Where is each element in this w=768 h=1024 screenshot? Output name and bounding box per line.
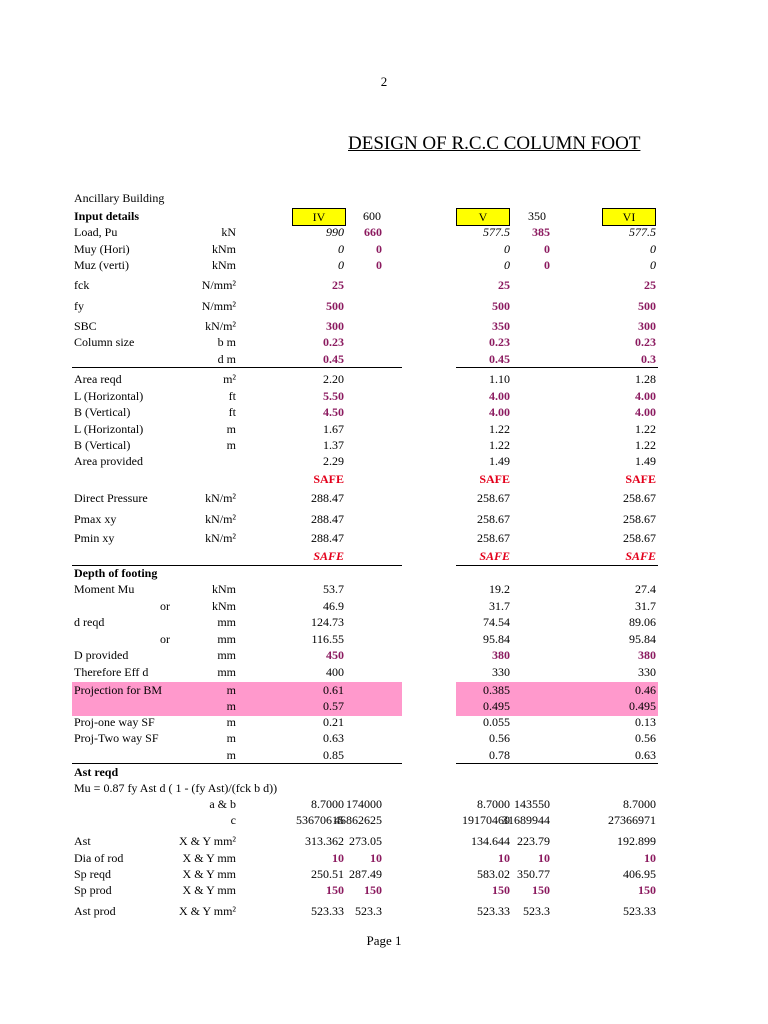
cell-v3: 8.7000 xyxy=(477,797,510,811)
cell-unit: mm xyxy=(217,632,236,646)
column-header-v: V xyxy=(456,208,510,226)
row-safe1 xyxy=(0,470,768,488)
cell-v1: 523.33 xyxy=(311,904,344,918)
cell-v3: 0.055 xyxy=(483,715,510,729)
row-muz xyxy=(0,256,768,274)
cell-unit: mm xyxy=(217,615,236,629)
cell-v3: 350 xyxy=(492,319,510,333)
cell-v1: 288.47 xyxy=(311,531,344,545)
cell-unit: mm xyxy=(217,665,236,679)
cell-v3: 258.67 xyxy=(477,531,510,545)
cell-v1: 0.61 xyxy=(323,683,344,697)
row-spprod xyxy=(0,881,768,899)
cell-label: Ast reqd xyxy=(74,765,119,779)
row-dp xyxy=(0,489,768,507)
cell-unit: kN/m² xyxy=(205,512,236,526)
cell-label: Load, Pu xyxy=(74,225,118,239)
cell-label: Pmin xy xyxy=(74,531,115,545)
document-title: DESIGN OF R.C.C COLUMN FOOT xyxy=(348,133,641,154)
cell-v3: 0.23 xyxy=(489,335,510,349)
cell-label: SBC xyxy=(74,319,97,333)
cell-v5: 330 xyxy=(638,665,656,679)
cell-unit: X & Y mm² xyxy=(178,834,236,848)
separator-line xyxy=(72,565,402,566)
row-effd xyxy=(0,663,768,681)
cell-label: L (Horizontal) xyxy=(74,422,144,436)
cell-v5: 1.28 xyxy=(635,372,656,386)
row-safe2 xyxy=(0,547,768,565)
cell-unit: kNm xyxy=(212,582,236,596)
cell-v1: 0 xyxy=(338,258,344,272)
cell-v5: 31.7 xyxy=(635,599,656,613)
cell-v5: 1.22 xyxy=(635,422,656,436)
cell-unit: m xyxy=(226,683,236,697)
cell-v3: 577.5 xyxy=(483,225,510,239)
cell-label: B (Vertical) xyxy=(74,405,131,419)
cell-v5: 0.63 xyxy=(635,748,656,762)
cell-v1: 0.57 xyxy=(323,699,344,713)
cell-v1: SAFE xyxy=(313,549,344,563)
cell-v5: 0 xyxy=(650,258,656,272)
cell-v4: 143550 xyxy=(514,797,550,811)
row-projm xyxy=(0,746,768,764)
cell-v3: 1.49 xyxy=(489,454,510,468)
cell-v1: 2.29 xyxy=(323,454,344,468)
cell-v5: 10 xyxy=(644,851,656,865)
cell-v2: 287.49 xyxy=(349,867,382,881)
cell-v1: 124.73 xyxy=(311,615,344,629)
cell-v1: 400 xyxy=(326,665,344,679)
cell-unit: N/mm² xyxy=(201,299,236,313)
cell-v5: 4.00 xyxy=(635,405,656,419)
cell-label: Projection for BM xyxy=(74,683,162,697)
cell-unit: b m xyxy=(217,335,236,349)
cell-v2: 0 xyxy=(376,242,382,256)
cell-label: Depth of footing xyxy=(74,566,158,580)
row-pmin xyxy=(0,529,768,547)
cell-v1: 0 xyxy=(338,242,344,256)
cell-v3: 4.00 xyxy=(489,389,510,403)
cell-unit: kN/m² xyxy=(205,531,236,545)
cell-v5: 0 xyxy=(650,242,656,256)
separator-line xyxy=(456,565,658,566)
row-astprod xyxy=(0,902,768,920)
cell-v3: 25 xyxy=(498,278,510,292)
cell-v1: 150 xyxy=(326,883,344,897)
cell-unit: X & Y mm xyxy=(182,883,236,897)
cell-v5: 380 xyxy=(638,648,656,662)
cell-or: or xyxy=(160,632,170,646)
cell-v1: 0.45 xyxy=(323,352,344,366)
cell-v5: 500 xyxy=(638,299,656,313)
cell-v1: 4.50 xyxy=(323,405,344,419)
row-area xyxy=(0,370,768,388)
cell-v5: 27.4 xyxy=(635,582,656,596)
cell-v1: 1.67 xyxy=(323,422,344,436)
cell-v1: 1.37 xyxy=(323,438,344,452)
cell-v1: 46.9 xyxy=(323,599,344,613)
column-header-iv-value: 600 xyxy=(363,209,381,223)
cell-label: Direct Pressure xyxy=(74,491,148,505)
cell-label: Therefore Eff d xyxy=(74,665,149,679)
cell-unit: m² xyxy=(223,372,236,386)
cell-label: fy xyxy=(74,299,84,313)
cell-unit: X & Y mm xyxy=(182,867,236,881)
cell-v3: 134.644 xyxy=(471,834,510,848)
cell-label: fck xyxy=(74,278,90,292)
cell-v3: 150 xyxy=(492,883,510,897)
cell-v1: 116.55 xyxy=(311,632,344,646)
row-astv xyxy=(0,832,768,850)
cell-unit: d m xyxy=(217,352,236,366)
cell-v3: 523.33 xyxy=(477,904,510,918)
cell-v5: 577.5 xyxy=(629,225,656,239)
cell-v5: 0.46 xyxy=(635,683,656,697)
cell-v1: 25 xyxy=(332,278,344,292)
cell-v4: 385 xyxy=(532,225,550,239)
cell-v4: 223.79 xyxy=(517,834,550,848)
cell-v5: 0.13 xyxy=(635,715,656,729)
row-mu xyxy=(0,580,768,598)
cell-v1: SAFE xyxy=(313,472,344,486)
cell-v5: 0.56 xyxy=(635,731,656,745)
cell-unit: X & Y mm² xyxy=(178,904,236,918)
cell-v5: SAFE xyxy=(625,549,656,563)
cell-v3: 0.385 xyxy=(483,683,510,697)
cell-v5: 4.00 xyxy=(635,389,656,403)
cell-v4: 0 xyxy=(544,258,550,272)
cell-v2: 660 xyxy=(364,225,382,239)
cell-unit: ft xyxy=(228,389,236,403)
cell-unit: kN xyxy=(221,225,236,239)
cell-v3: 0.45 xyxy=(489,352,510,366)
cell-label: Muz (verti) xyxy=(74,258,129,272)
cell-v4: 0 xyxy=(544,242,550,256)
row-cold xyxy=(0,350,768,368)
cell-v1: 990 xyxy=(326,225,344,239)
cell-v3: 0 xyxy=(504,258,510,272)
cell-v1: 5.50 xyxy=(323,389,344,403)
input-details-label: Input details xyxy=(74,209,140,223)
cell-v1: 300 xyxy=(326,319,344,333)
cell-label: Moment Mu xyxy=(74,582,135,596)
cell-v5: 27366971 xyxy=(608,813,656,827)
cell-label: Ast xyxy=(74,834,91,848)
cell-v5: 1.22 xyxy=(635,438,656,452)
cell-v3: 74.54 xyxy=(483,615,510,629)
cell-v5: 0.495 xyxy=(629,699,656,713)
cell-v3: 0.78 xyxy=(489,748,510,762)
cell-v5: 8.7000 xyxy=(623,797,656,811)
cell-v3: 19170460 xyxy=(462,813,510,827)
cell-unit: m xyxy=(226,715,236,729)
cell-label: d reqd xyxy=(74,615,105,629)
cell-v1: 53670615 xyxy=(296,813,344,827)
cell-v1: 288.47 xyxy=(311,512,344,526)
cell-unit: ft xyxy=(228,405,236,419)
row-areap xyxy=(0,452,768,470)
cell-v3: 31.7 xyxy=(489,599,510,613)
cell-v3: 258.67 xyxy=(477,512,510,526)
cell-v5: 25 xyxy=(644,278,656,292)
cell-v5: 258.67 xyxy=(623,531,656,545)
row-bft xyxy=(0,403,768,421)
cell-v5: 258.67 xyxy=(623,512,656,526)
cell-label: Column size xyxy=(74,335,135,349)
cell-v1: 8.7000 xyxy=(311,797,344,811)
cell-label: Area provided xyxy=(74,454,143,468)
cell-v4: 523.3 xyxy=(523,904,550,918)
cell-v5: 150 xyxy=(638,883,656,897)
cell-v3: 500 xyxy=(492,299,510,313)
cell-v3: 330 xyxy=(492,665,510,679)
cell-v3: 0 xyxy=(504,242,510,256)
cell-v3: 0.56 xyxy=(489,731,510,745)
cell-label: Sp reqd xyxy=(74,867,111,881)
cell-label: L (Horizontal) xyxy=(74,389,144,403)
cell-v1: 0.63 xyxy=(323,731,344,745)
cell-unit: kNm xyxy=(212,599,236,613)
row-proj2w xyxy=(0,729,768,747)
cell-v3: 19.2 xyxy=(489,582,510,596)
cell-unit: kN/m² xyxy=(205,319,236,333)
cell-v3: 0.495 xyxy=(483,699,510,713)
cell-v1: 0.85 xyxy=(323,748,344,762)
cell-unit: X & Y mm xyxy=(182,851,236,865)
cell-v3: 4.00 xyxy=(489,405,510,419)
cell-v1: 0.21 xyxy=(323,715,344,729)
column-header-iv: IV xyxy=(292,208,346,226)
cell-unit: m xyxy=(226,748,236,762)
page-number: 2 xyxy=(380,74,388,89)
separator-line xyxy=(72,763,402,764)
cell-v5: 0.3 xyxy=(641,352,656,366)
cell-v5: SAFE xyxy=(625,472,656,486)
cell-unit: m xyxy=(226,422,236,436)
cell-v3: SAFE xyxy=(479,472,510,486)
row-cc xyxy=(0,811,768,829)
column-header-vi: VI xyxy=(602,208,656,226)
cell-v4: 350.77 xyxy=(517,867,550,881)
cell-unit: kNm xyxy=(212,258,236,272)
separator-line xyxy=(456,763,658,764)
cell-v1: 53.7 xyxy=(323,582,344,596)
cell-unit: a & b xyxy=(209,797,236,811)
cell-label: Proj-one way SF xyxy=(74,715,155,729)
cell-label: Mu = 0.87 fy Ast d ( 1 - (fy Ast)/(fck b d)) xyxy=(74,781,278,795)
cell-v1: 0.23 xyxy=(323,335,344,349)
cell-unit: N/mm² xyxy=(201,278,236,292)
cell-v5: 1.49 xyxy=(635,454,656,468)
row-pmax xyxy=(0,510,768,528)
cell-v3: 380 xyxy=(492,648,510,662)
cell-v5: 300 xyxy=(638,319,656,333)
cell-v2: 0 xyxy=(376,258,382,272)
cell-unit: m xyxy=(226,438,236,452)
cell-label: Dia of rod xyxy=(74,851,124,865)
cell-v4: 31689944 xyxy=(502,813,550,827)
cell-label: Pmax xy xyxy=(74,512,117,526)
cell-label: Muy (Hori) xyxy=(74,242,130,256)
cell-unit: kNm xyxy=(212,242,236,256)
cell-v5: 192.899 xyxy=(617,834,656,848)
cell-label: Proj-Two way SF xyxy=(74,731,159,745)
cell-or: or xyxy=(160,599,170,613)
cell-label: B (Vertical) xyxy=(74,438,131,452)
cell-v3: 1.22 xyxy=(489,422,510,436)
cell-v1: 250.51 xyxy=(311,867,344,881)
cell-v4: 150 xyxy=(532,883,550,897)
row-colb xyxy=(0,333,768,351)
cell-v3: 10 xyxy=(498,851,510,865)
cell-unit: kN/m² xyxy=(205,491,236,505)
column-header-v-value: 350 xyxy=(528,209,546,223)
cell-v2: 273.05 xyxy=(349,834,382,848)
cell-unit: mm xyxy=(217,648,236,662)
row-dreq xyxy=(0,613,768,631)
cell-v1: 450 xyxy=(326,648,344,662)
cell-v5: 406.95 xyxy=(623,867,656,881)
page-footer: Page 1 xyxy=(366,933,402,948)
cell-v1: 2.20 xyxy=(323,372,344,386)
cell-v3: 583.02 xyxy=(477,867,510,881)
cell-v5: 95.84 xyxy=(629,632,656,646)
cell-label: D provided xyxy=(74,648,129,662)
row-load xyxy=(0,223,768,241)
row-fy xyxy=(0,297,768,315)
cell-v5: 258.67 xyxy=(623,491,656,505)
cell-v1: 288.47 xyxy=(311,491,344,505)
cell-v3: 258.67 xyxy=(477,491,510,505)
cell-unit: c xyxy=(230,813,236,827)
cell-v2: 10 xyxy=(370,851,382,865)
cell-v3: 95.84 xyxy=(483,632,510,646)
cell-v2: 46862625 xyxy=(334,813,382,827)
cell-unit: m xyxy=(226,731,236,745)
cell-v1: 313.362 xyxy=(305,834,344,848)
row-dprov xyxy=(0,646,768,664)
cell-v2: 523.3 xyxy=(355,904,382,918)
cell-v3: 1.22 xyxy=(489,438,510,452)
cell-v1: 500 xyxy=(326,299,344,313)
cell-v4: 10 xyxy=(538,851,550,865)
cell-v2: 174000 xyxy=(346,797,382,811)
cell-v3: 1.10 xyxy=(489,372,510,386)
separator-line xyxy=(72,367,402,368)
cell-v2: 150 xyxy=(364,883,382,897)
building-name: Ancillary Building xyxy=(74,191,165,205)
cell-v5: 0.23 xyxy=(635,335,656,349)
cell-label: Area reqd xyxy=(74,372,122,386)
cell-label: Sp prod xyxy=(74,883,112,897)
row-fck xyxy=(0,276,768,294)
separator-line xyxy=(456,367,658,368)
cell-v5: 89.06 xyxy=(629,615,656,629)
cell-v5: 523.33 xyxy=(623,904,656,918)
cell-unit: m xyxy=(226,699,236,713)
cell-label: Ast prod xyxy=(74,904,116,918)
cell-v3: SAFE xyxy=(479,549,510,563)
cell-v1: 10 xyxy=(332,851,344,865)
